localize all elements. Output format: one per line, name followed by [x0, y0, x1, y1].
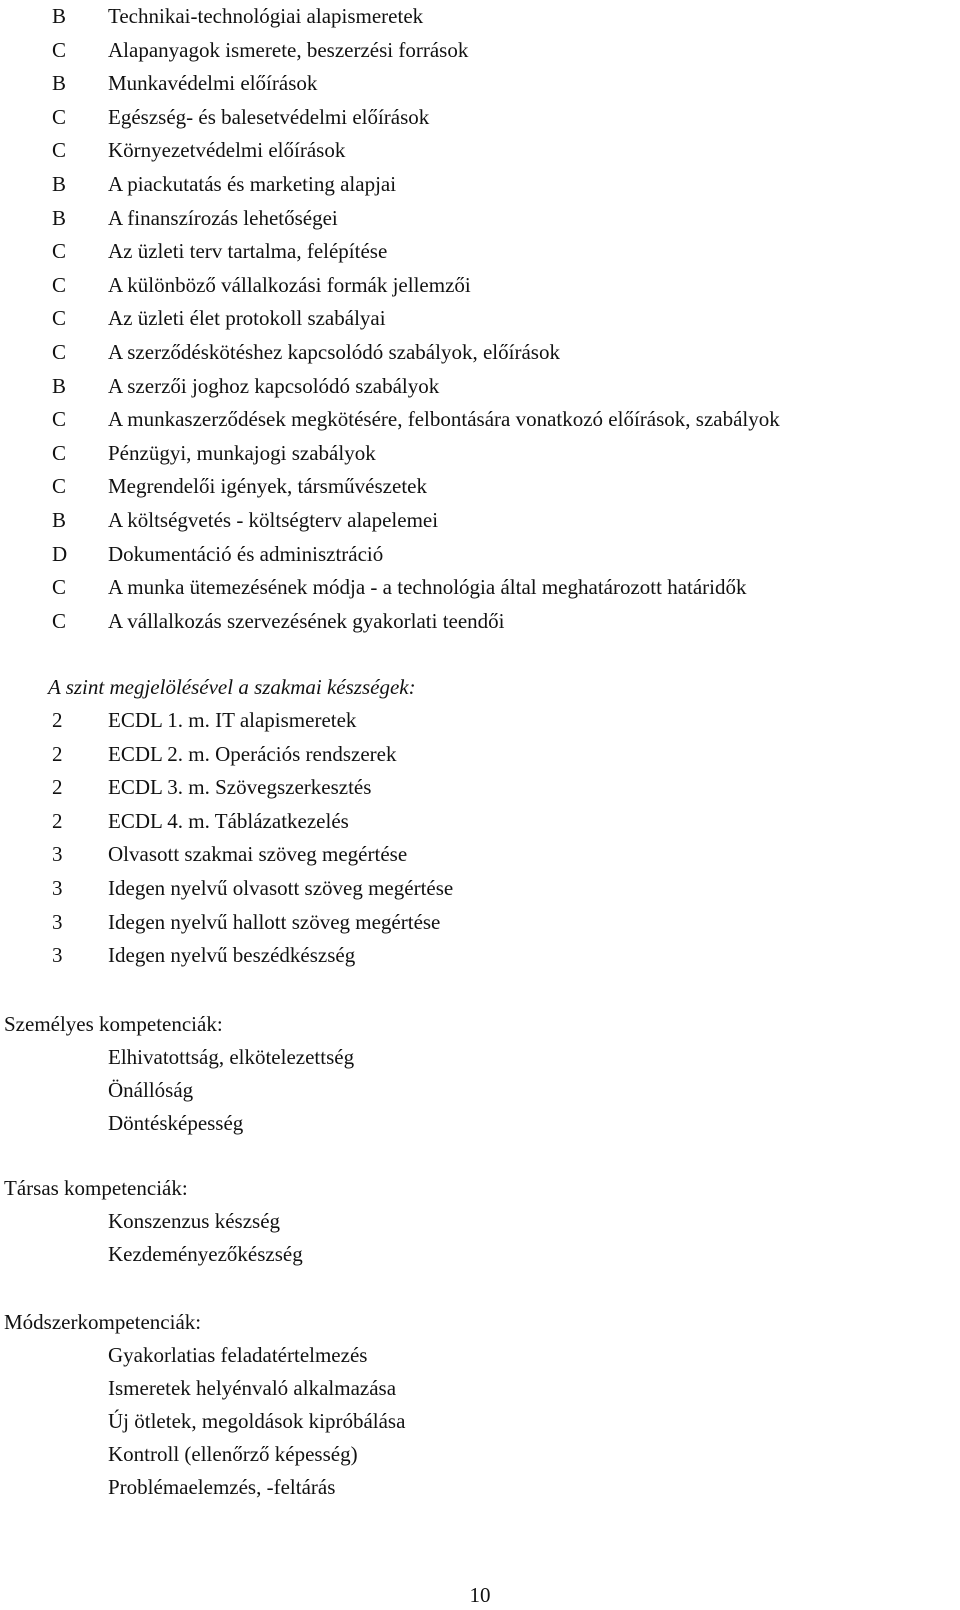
social-competencies-heading: Társas kompetenciák:: [4, 1176, 188, 1200]
item-text: Dokumentáció és adminisztráció: [108, 541, 384, 566]
list-item: Ismeretek helyénvaló alkalmazása: [108, 1376, 397, 1400]
level-marker: C: [52, 440, 67, 465]
list-item: Problémaelemzés, -feltárás: [108, 1475, 336, 1499]
personal-competencies-heading: Személyes kompetenciák:: [4, 1012, 223, 1036]
level-marker: C: [52, 474, 67, 499]
item-text: A piackutatás és marketing alapjai: [108, 171, 397, 196]
level-marker: C: [52, 608, 67, 633]
item-text: A munka ütemezésének módja - a technológia által meghatározott határidők: [108, 575, 747, 600]
level-marker: B: [52, 507, 67, 532]
list-item: Konszenzus készség: [108, 1209, 281, 1233]
item-text: Pénzügyi, munkajogi szabályok: [108, 440, 376, 465]
method-competencies-heading: Módszerkompetenciák:: [4, 1310, 202, 1334]
item-text: ECDL 2. m. Operációs rendszerek: [108, 741, 397, 766]
level-marker: C: [52, 575, 67, 600]
level-marker: C: [52, 138, 67, 163]
item-text: A vállalkozás szervezésének gyakorlati teendői: [108, 608, 505, 633]
level-marker: C: [52, 407, 67, 432]
list-item: Új ötletek, megoldások kipróbálása: [108, 1409, 406, 1433]
item-text: Megrendelői igények, társművészetek: [108, 474, 427, 499]
list-item: Kontroll (ellenőrző képesség): [108, 1442, 358, 1466]
skills-section: [0, 670, 454, 973]
list-item: Elhivatottság, elkötelezettség: [108, 1045, 355, 1069]
list-item: [0, 939, 368, 973]
list-item: [0, 771, 372, 805]
level-marker: 3: [52, 943, 63, 968]
skills-heading: A szint megjelölésével a szakmai készségek:: [48, 675, 416, 699]
list-item: [0, 738, 397, 772]
level-marker: C: [52, 306, 67, 331]
item-text: Az üzleti élet protokoll szabályai: [108, 306, 386, 331]
personal-competencies-section: [0, 1007, 354, 1140]
item-text: A munkaszerződések megkötésére, felbontására vonatkozó előírások, szabályok: [108, 407, 780, 432]
item-text: ECDL 3. m. Szövegszerkesztés: [108, 775, 372, 800]
list-item: [0, 704, 368, 738]
level-marker: C: [52, 239, 67, 264]
level-marker: 3: [52, 842, 63, 867]
social-competencies-section: [0, 1171, 303, 1271]
level-marker: B: [52, 71, 67, 96]
level-marker: B: [52, 171, 67, 196]
level-marker: D: [52, 541, 68, 566]
item-text: A költségvetés - költségterv alapelemei: [108, 507, 439, 532]
level-marker: 2: [52, 808, 63, 833]
method-competencies-section: [0, 1305, 405, 1504]
item-text: Környezetvédelmi előírások: [108, 138, 346, 163]
item-text: A szerződéskötéshez kapcsolódó szabályok, előírások: [108, 339, 560, 364]
item-text: Idegen nyelvű olvasott szöveg megértése: [108, 875, 454, 900]
level-marker: 2: [52, 708, 63, 732]
level-marker: C: [52, 104, 67, 129]
item-text: A finanszírozás lehetőségei: [108, 205, 338, 230]
level-marker: 3: [52, 909, 63, 934]
item-text: Idegen nyelvű beszédkészség: [108, 943, 356, 968]
item-text: Idegen nyelvű hallott szöveg megértése: [108, 909, 441, 934]
level-marker: C: [52, 272, 67, 297]
level-marker: B: [52, 373, 67, 398]
item-text: Alapanyagok ismerete, beszerzési források: [108, 37, 469, 62]
list-item: Gyakorlatias feladatértelmezés: [108, 1343, 368, 1367]
level-marker: 2: [52, 775, 63, 800]
item-text: ECDL 4. m. Táblázatkezelés: [108, 808, 349, 833]
list-item: [0, 906, 441, 940]
list-item: Döntésképesség: [108, 1111, 244, 1135]
list-item: [0, 838, 408, 872]
list-item: [0, 805, 368, 839]
item-text: Egészség- és balesetvédelmi előírások: [108, 104, 430, 129]
item-text: Olvasott szakmai szöveg megértése: [108, 842, 408, 867]
list-item: Kezdeményezőkészség: [108, 1242, 303, 1266]
level-marker: C: [52, 339, 67, 364]
item-text: Technikai-technológiai alapismeretek: [108, 4, 424, 28]
page-number: 10: [469, 1583, 491, 1607]
level-marker: B: [52, 205, 67, 230]
item-text: A szerzői joghoz kapcsolódó szabályok: [108, 373, 440, 398]
level-marker: C: [52, 37, 67, 62]
level-marker: B: [52, 4, 67, 28]
level-marker: 3: [52, 875, 63, 900]
level-marker: 2: [52, 741, 63, 766]
item-text: Munkavédelmi előírások: [108, 71, 318, 96]
list-item: Önállóság: [108, 1078, 194, 1102]
list-item: [0, 872, 454, 906]
item-text: Az üzleti terv tartalma, felépítése: [108, 239, 388, 264]
item-text: ECDL 1. m. IT alapismeretek: [108, 708, 357, 732]
item-text: A különböző vállalkozási formák jellemzői: [108, 272, 471, 297]
